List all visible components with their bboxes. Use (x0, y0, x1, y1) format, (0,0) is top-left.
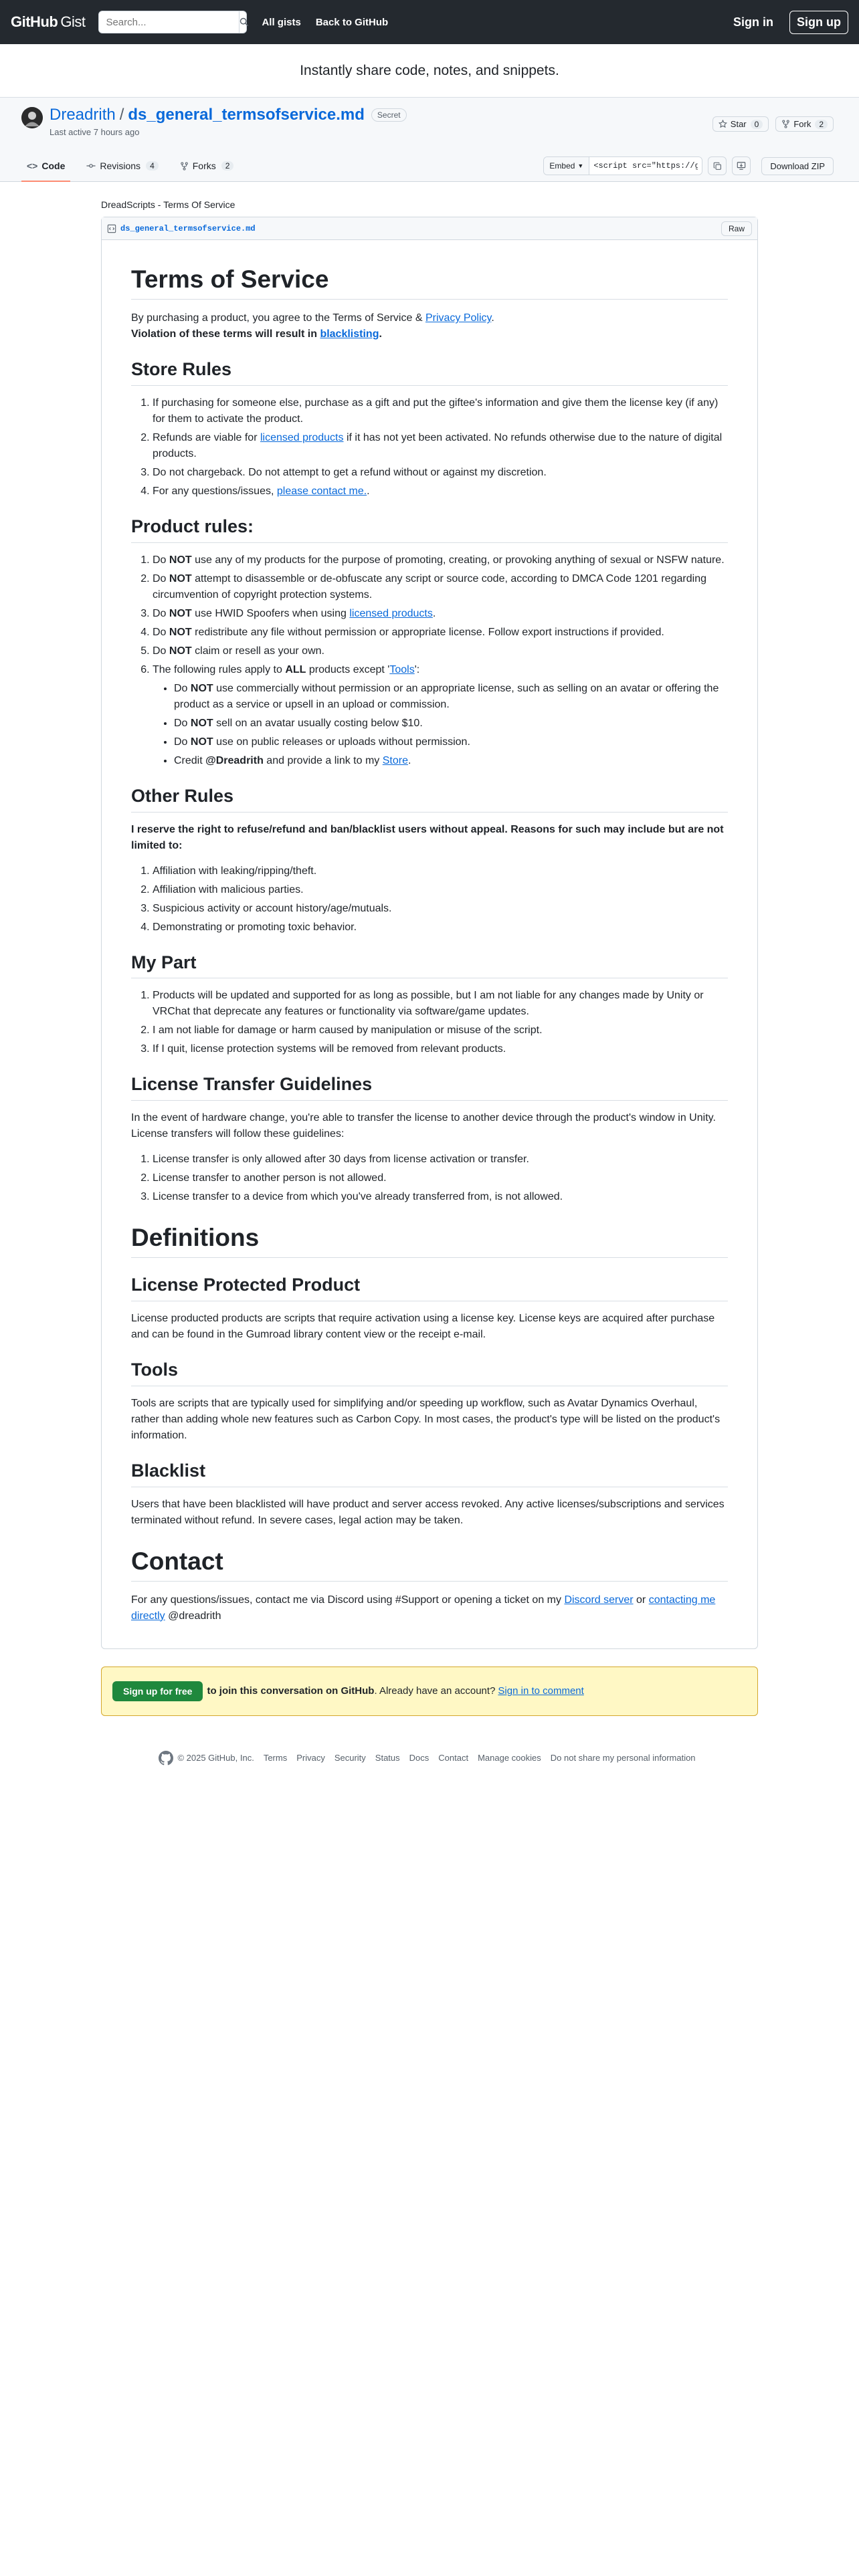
do-text: Do (153, 607, 169, 619)
p4-text: redistribute any file without permission or appropriate license. Follow export instructions if provided. (191, 626, 664, 638)
contact-me-link[interactable]: please contact me. (276, 486, 367, 497)
list-item: 4. Demonstrating or promoting toxic behavior. (153, 920, 728, 936)
search-icon (240, 17, 249, 27)
p6-text-mid: products except ' (306, 663, 390, 675)
do-text: Do (174, 682, 191, 694)
lpp-text: License producted products are scripts that require activation using a license key. License keys are acquired after purchase and can be found in the Gumroad library content view or the receipt e-mail. (131, 1313, 715, 1340)
not-text: NOT (190, 717, 213, 729)
star-label: Star (730, 119, 747, 129)
s4-text-mid: and provide a link to my (263, 754, 383, 766)
list-item: 2. License transfer to another person is not allowed. (153, 1170, 728, 1186)
do-text: Do (153, 645, 169, 657)
store-link[interactable]: Store (382, 754, 408, 766)
list-item (153, 552, 728, 568)
list-item (153, 606, 728, 622)
all-text: ALL (285, 663, 306, 675)
store-rules-list (131, 395, 728, 500)
tab-revisions-label: Revisions (100, 160, 141, 171)
file-code-icon (107, 224, 116, 233)
footer-link-terms[interactable]: Terms (263, 1753, 288, 1763)
intro-paragraph (131, 310, 728, 342)
fork-label: Fork (793, 119, 812, 129)
nav-all-gists[interactable]: All gists (262, 16, 301, 28)
tools-text: Tools are scripts that are typically used for simplifying and/or speeding up workflow, such as Avatar Dynamics Overhaul, rather than adding whole new features such as Carbon Copy. In most cases, the product's type will be listed on the product's information. (131, 1397, 721, 1441)
fork-button[interactable] (775, 116, 834, 132)
licensed-products-link[interactable]: licensed products (260, 432, 344, 443)
tab-forks[interactable] (175, 150, 240, 181)
markdown-body (102, 240, 757, 1648)
not-text: NOT (169, 645, 192, 657)
do-text: Do (174, 717, 191, 729)
not-text: NOT (169, 607, 192, 619)
store-rules-heading: Store Rules (131, 358, 728, 386)
list-item: 3. Do not chargeback. Do not attempt to get a refund without or against my discretion. (153, 465, 728, 481)
intro-text: By purchasing a product, you agree to the Terms of Service & (131, 312, 425, 324)
tab-forks-label: Forks (192, 160, 216, 171)
secret-badge: Secret (371, 108, 407, 122)
violation-prefix: Violation of these terms will result in (131, 328, 320, 340)
discord-server-link[interactable]: Discord server (564, 1594, 634, 1606)
file-name-link[interactable]: ds_general_termsofservice.md (120, 223, 256, 233)
code-icon: <> (27, 160, 38, 171)
list-item: 1. Products will be updated and supported for as long as possible, but I am not liable for any changes made by Unity or VRChat that deprecate any features or functionality via software/game updates. (153, 988, 728, 1020)
do-text: Do (174, 736, 191, 748)
contact-heading: Contact (131, 1546, 728, 1582)
privacy-policy-link[interactable]: Privacy Policy (425, 312, 492, 324)
blacklist-text: Users that have been blacklisted will have product and server access revoked. Any active licenses/subscriptions and services terminated without refund. In severe cases, legal action may be taken. (131, 1498, 725, 1526)
list-item (153, 484, 728, 500)
footer-link-status[interactable]: Status (375, 1753, 400, 1763)
definitions-heading: Definitions (131, 1222, 728, 1258)
tab-code[interactable] (21, 150, 70, 181)
top-bar (0, 0, 859, 44)
r2-text: Refunds are viable for (153, 432, 260, 443)
sub-rules-list (153, 681, 728, 769)
tab-revisions[interactable] (81, 150, 163, 181)
fork-icon (180, 162, 189, 171)
embed-select[interactable] (544, 157, 589, 175)
contact-text: For any questions/issues, contact me via Discord using #Support or opening a ticket on my (131, 1594, 565, 1606)
footer-link-manage-cookies[interactable]: Manage cookies (478, 1753, 541, 1763)
violation-text (131, 328, 382, 340)
star-icon (719, 120, 727, 128)
list-item: 3. Suspicious activity or account history/age/mutuals. (153, 901, 728, 917)
footer-link-privacy[interactable]: Privacy (296, 1753, 325, 1763)
tab-code-label: Code (41, 160, 66, 171)
doc-title: Terms of Service (131, 264, 728, 300)
path-separator: / (119, 106, 124, 124)
p5-text: claim or resell as your own. (191, 645, 324, 657)
signup-free-button[interactable]: Sign up for free (112, 1681, 203, 1701)
fork-icon (781, 120, 790, 128)
p2-text: attempt to disassemble or de-obfuscate any script or source code, according to DMCA Code 1201 regarding circumvention of copyright protection systems. (153, 572, 706, 601)
search-box (98, 11, 247, 33)
list-item (174, 753, 728, 769)
chevron-down-icon: ▼ (577, 163, 584, 169)
other-rules-bold: I reserve the right to refuse/refund and ban/blacklist users without appeal. Reasons for such may include but are not limited to: (131, 823, 724, 851)
signin-link[interactable]: Sign in (733, 15, 773, 29)
license-transfer-intro: In the event of hardware change, you're able to transfer the license to another device through the product's window in Unity. License transfers will follow these guidelines: (131, 1112, 716, 1140)
s2-text: sell on an avatar usually costing below $10. (213, 717, 423, 729)
p6-end: ': (414, 663, 420, 675)
embed-widget (543, 156, 702, 175)
not-text: NOT (190, 682, 213, 694)
file-header (102, 217, 757, 240)
footer-link-do-not-share[interactable]: Do not share my personal information (550, 1753, 696, 1763)
s4-text: Credit (174, 754, 206, 766)
other-rules-heading: Other Rules (131, 785, 728, 813)
search-button[interactable] (239, 11, 249, 33)
product-rules-list (131, 552, 728, 769)
gist-filename-link[interactable]: ds_general_termsofservice.md (128, 106, 365, 124)
gist-logo[interactable] (11, 13, 85, 31)
violation-end: . (379, 328, 382, 340)
logo-github: GitHub (11, 13, 58, 30)
tab-forks-count: 2 (221, 161, 234, 171)
not-text: NOT (169, 554, 192, 566)
join-bold-text: to join this conversation on GitHub (207, 1685, 375, 1697)
list-item (174, 681, 728, 713)
my-part-heading: My Part (131, 952, 728, 979)
download-zip-button[interactable]: Download ZIP (761, 157, 834, 175)
p3-text: use HWID Spoofers when using (191, 607, 350, 619)
join-conversation-bar (101, 1667, 758, 1716)
list-item (153, 643, 728, 659)
do-text: Do (153, 572, 169, 584)
product-rules-heading: Product rules: (131, 516, 728, 543)
s1-text: use commercially without permission or an appropriate license, such as selling on an avatar or offering the product as a service or upsell in an upload or commission. (174, 682, 719, 710)
footer-link-docs[interactable]: Docs (409, 1753, 430, 1763)
r4-end: . (367, 486, 370, 497)
copy-button[interactable] (708, 156, 727, 175)
license-transfer-heading: License Transfer Guidelines (131, 1073, 728, 1101)
signin-to-comment-link[interactable]: Sign in to comment (498, 1685, 584, 1697)
logo-gist: Gist (60, 13, 86, 30)
contact-paragraph (131, 1592, 728, 1624)
p3-end: . (432, 607, 436, 619)
s4-end: . (407, 754, 411, 766)
list-item: 1. License transfer is only allowed after 30 days from license activation or transfer. (153, 1152, 728, 1168)
other-rules-list (131, 863, 728, 936)
gist-header (0, 98, 859, 182)
p1-text: use any of my products for the purpose of promoting, creating, or provoking anything of sexual or NSFW nature. (191, 554, 725, 566)
file-box (101, 217, 758, 1649)
footer-copyright: © 2025 GitHub, Inc. (177, 1753, 254, 1763)
list-item (153, 571, 728, 603)
join-text: . Already have an account? (374, 1685, 496, 1697)
star-button[interactable] (712, 116, 769, 132)
nav-back-to-github[interactable]: Back to GitHub (315, 16, 389, 28)
avatar[interactable] (21, 107, 43, 128)
footer-link-contact[interactable]: Contact (438, 1753, 469, 1763)
not-text: NOT (169, 572, 192, 584)
tools-link[interactable]: Tools (389, 663, 415, 675)
list-item (153, 430, 728, 462)
last-active: Last active 7 hours ago (50, 127, 140, 137)
footer (101, 1751, 758, 1765)
list-item: 2. Affiliation with malicious parties. (153, 882, 728, 898)
list-item: 3. License transfer to a device from which you've already transferred from, is not allowed. (153, 1189, 728, 1205)
not-text: NOT (190, 736, 213, 748)
credit-name: @Dreadrith (205, 754, 264, 766)
contact-handle: @dreadrith (165, 1610, 221, 1622)
footer-link-security[interactable]: Security (334, 1753, 366, 1763)
blacklist-heading: Blacklist (131, 1460, 728, 1487)
p6-text: The following rules apply to (153, 663, 286, 675)
star-count: 0 (751, 120, 763, 129)
intro-end: . (491, 312, 494, 324)
my-part-list (131, 988, 728, 1057)
license-transfer-list (131, 1152, 728, 1205)
licensed-products-link[interactable]: licensed products (349, 607, 433, 619)
desktop-button[interactable] (732, 156, 751, 175)
do-text: Do (153, 554, 169, 566)
tab-revisions-count: 4 (146, 161, 159, 171)
tools-heading: Tools (131, 1359, 728, 1386)
search-input[interactable] (106, 17, 239, 28)
lpp-heading: License Protected Product (131, 1274, 728, 1301)
list-item: 2. I am not liable for damage or harm caused by manipulation or misuse of the script. (153, 1023, 728, 1039)
list-item: 1. Affiliation with leaking/ripping/theft. (153, 863, 728, 879)
gist-owner-link[interactable]: Dreadrith (50, 106, 116, 124)
revisions-icon (86, 161, 96, 171)
r4-text: For any questions/issues, (153, 486, 277, 497)
github-icon[interactable] (159, 1751, 173, 1765)
contact-directly-link[interactable]: contacting me directly (131, 1594, 716, 1622)
copy-icon (713, 162, 722, 171)
not-text: NOT (169, 626, 192, 638)
main-content (101, 182, 758, 1765)
contact-or: or (633, 1594, 649, 1606)
embed-label: Embed (549, 161, 575, 171)
raw-button[interactable]: Raw (721, 221, 752, 236)
desktop-download-icon (737, 161, 746, 171)
fork-count: 2 (815, 120, 828, 129)
list-item (174, 734, 728, 750)
list-item: 1. If purchasing for someone else, purchase as a gift and put the giftee's information and give them the license key (if any) for them to activate the product. (153, 395, 728, 427)
blacklisting-link[interactable]: blacklisting (320, 328, 379, 340)
tagline-banner: Instantly share code, notes, and snippets. (0, 44, 859, 98)
gist-description: DreadScripts - Terms Of Service (101, 199, 235, 210)
r2-text-end: if it has not yet been activated. No refunds otherwise due to the nature of digital products. (153, 432, 723, 459)
embed-url-input[interactable] (589, 157, 702, 175)
list-item (153, 625, 728, 641)
s3-text: use on public releases or uploads without permission. (213, 736, 470, 748)
gist-path (50, 106, 407, 124)
list-item (153, 662, 728, 769)
do-text: Do (153, 626, 169, 638)
list-item: 3. If I quit, license protection systems will be removed from relevant products. (153, 1041, 728, 1057)
signup-button[interactable]: Sign up (789, 11, 848, 34)
list-item (174, 716, 728, 732)
